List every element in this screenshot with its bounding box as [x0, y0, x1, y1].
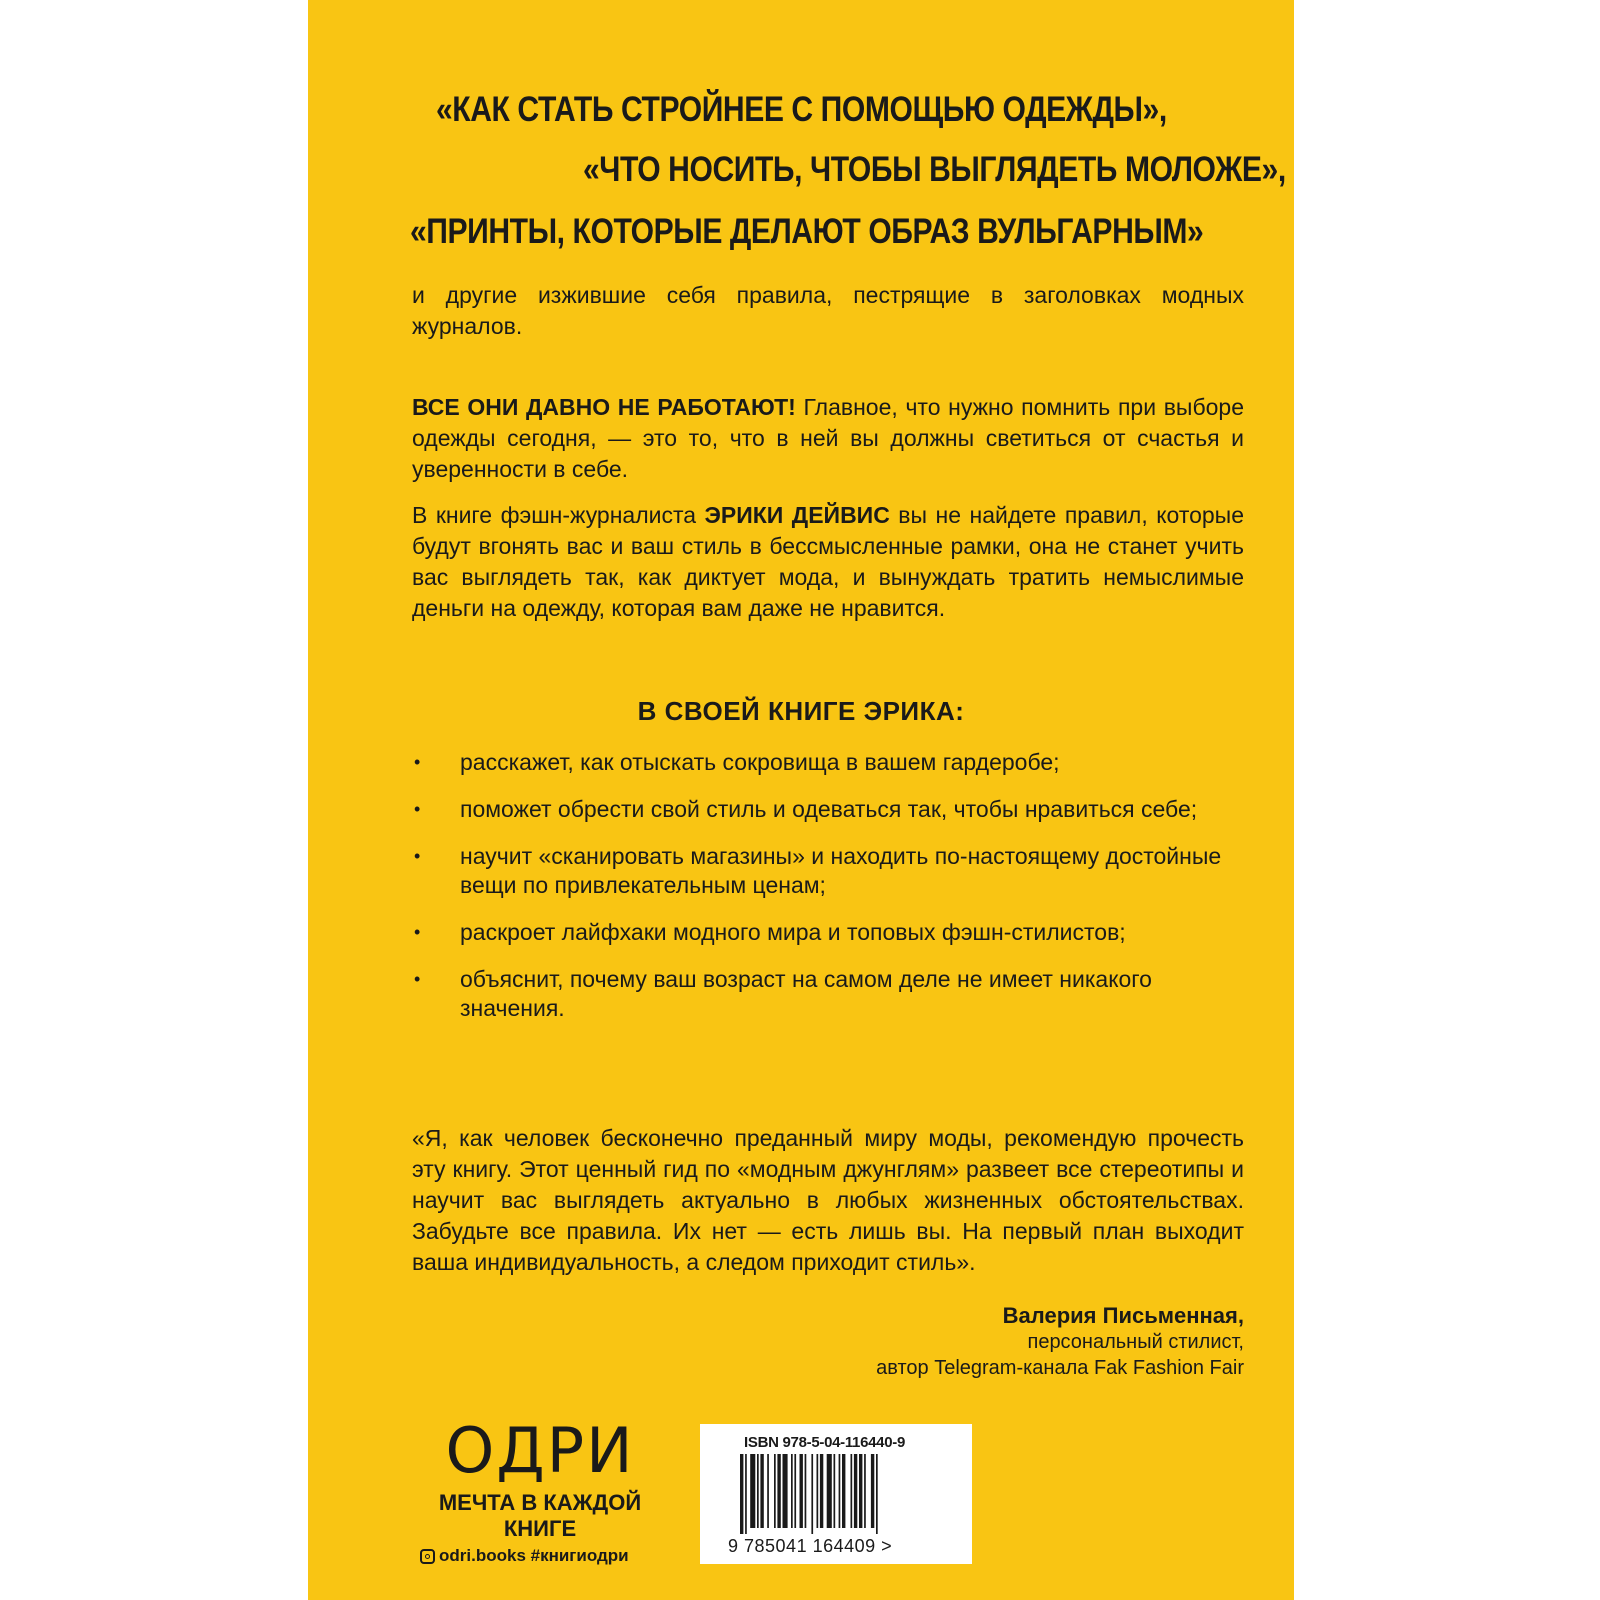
barcode-bar	[827, 1454, 832, 1528]
instagram-icon	[420, 1549, 435, 1564]
barcode-bar	[745, 1454, 747, 1534]
barcode-bar	[767, 1454, 769, 1528]
list-item-text: объяснит, почему ваш возраст на самом деле не имеет никакого значения.	[460, 966, 1152, 1021]
barcode-bar	[791, 1454, 793, 1528]
barcode-bar	[805, 1454, 807, 1528]
list-item	[412, 965, 1244, 1023]
barcode-bar	[774, 1454, 776, 1528]
bullet-icon: •	[414, 752, 421, 772]
barcode-bar	[820, 1454, 823, 1528]
barcode-bar	[842, 1454, 845, 1528]
isbn-label: ISBN 978-5-04-116440-9	[744, 1434, 906, 1451]
list-item-text: поможет обрести свой стиль и одеваться так, чтобы нравиться себе;	[460, 796, 1198, 822]
barcode-bar	[800, 1454, 803, 1528]
main-paragraph-1-text: Главное, что нужно помнить при выборе одежды сегодня, — это то, что в ней вы должны светиться от счастья и уверенности в себе.	[412, 394, 1244, 482]
list-item	[412, 842, 1244, 900]
barcode-bar	[871, 1454, 874, 1528]
main-paragraph-2	[412, 500, 1244, 624]
headline-3: «ПРИНТЫ, КОТОРЫЕ ДЕЛАЮТ ОБРАЗ ВУЛЬГАРНЫМ»	[410, 212, 1204, 251]
testimonial-quote: «Я, как человек бесконечно преданный миру моды, рекомендую прочесть эту книгу. Этот ценный гид по «модным джунглям» развеет все стереотипы и научит вас выглядеть актуально в любых жизненных обстоятельствах. Забудьте все правила. Их нет — есть лишь вы. На первый план выходит ваша индивидуальность, а следом приходит стиль».	[412, 1125, 1244, 1275]
barcode-bar	[851, 1454, 853, 1528]
barcode-bar	[817, 1454, 819, 1528]
main-paragraph-2-before: В книге фэшн-журналиста	[412, 502, 705, 528]
author-role: персональный стилист,	[1027, 1331, 1244, 1353]
barcode-bar	[839, 1454, 841, 1528]
main-paragraph-1-lead: ВСЕ ОНИ ДАВНО НЕ РАБОТАЮТ!	[412, 394, 796, 420]
testimonial-author	[876, 1303, 1244, 1381]
list-item	[412, 748, 1244, 777]
bullet-icon: •	[414, 799, 421, 819]
barcode-bar	[864, 1454, 866, 1528]
intro-paragraph: и другие изжившие себя правила, пестрящие в заголовках модных журналов.	[412, 282, 1244, 339]
publisher-slogan: МЕЧТА В КАЖДОЙ КНИГЕ	[438, 1490, 642, 1541]
publisher-logo-word: ОДРИ	[445, 1414, 635, 1487]
main-paragraph-1	[412, 392, 1244, 485]
author-channel: автор Telegram-канала Fak Fashion Fair	[876, 1357, 1244, 1379]
benefits-list	[412, 748, 1244, 1041]
barcode-bar	[783, 1454, 788, 1528]
author-name: Валерия Письменная,	[1002, 1303, 1244, 1328]
list-item	[412, 918, 1244, 947]
barcode-panel	[700, 1424, 972, 1564]
barcode-digits: 9 785041 164409 >	[728, 1536, 893, 1556]
headline-1: «КАК СТАТЬ СТРОЙНЕЕ С ПОМОЩЬЮ ОДЕЖДЫ»,	[436, 90, 1167, 129]
publisher-logo	[420, 1414, 660, 1542]
list-item-text: раскроет лайфхаки модного мира и топовых фэшн-стилистов;	[460, 919, 1126, 945]
bullet-icon: •	[414, 922, 421, 942]
main-paragraph-2-after: вы не найдете правил, которые будут вгонять вас и ваш стиль в бессмысленные рамки, она не станет учить вас выглядеть так, как диктует мода, и вынуждать тратить немыслимые деньги на одежду, которая вам даже не нравится.	[412, 502, 1244, 621]
barcode-bar	[854, 1454, 857, 1528]
headline-2: «ЧТО НОСИТЬ, ЧТОБЫ ВЫГЛЯДЕТЬ МОЛОЖЕ»,	[583, 150, 1286, 189]
author-name-highlight: ЭРИКИ ДЕЙВИС	[704, 502, 890, 528]
barcode-icon	[740, 1454, 932, 1534]
publisher-social	[420, 1546, 629, 1566]
barcode-bar	[834, 1454, 836, 1528]
barcode-bar	[794, 1454, 796, 1528]
barcode-bar	[757, 1454, 759, 1528]
publisher-social-text: odri.books #книгиодри	[439, 1546, 629, 1565]
back-cover	[308, 0, 1294, 1600]
barcode-bar	[876, 1454, 878, 1534]
bullet-icon: •	[414, 969, 421, 989]
barcode-bar	[777, 1454, 780, 1528]
barcode-bar	[740, 1454, 743, 1534]
barcode-bar	[811, 1454, 813, 1534]
bullet-icon: •	[414, 846, 421, 866]
list-item-text: расскажет, как отыскать сокровища в вашем гардеробе;	[460, 749, 1060, 775]
list-title: В СВОЕЙ КНИГЕ ЭРИКА:	[637, 696, 965, 726]
barcode-bar	[760, 1454, 763, 1528]
barcode-bar	[859, 1454, 862, 1528]
list-item	[412, 795, 1244, 824]
barcode-bar	[750, 1454, 755, 1528]
list-item-text: научит «сканировать магазины» и находить по-настоящему достойные вещи по привлекательным ценам;	[460, 843, 1222, 898]
